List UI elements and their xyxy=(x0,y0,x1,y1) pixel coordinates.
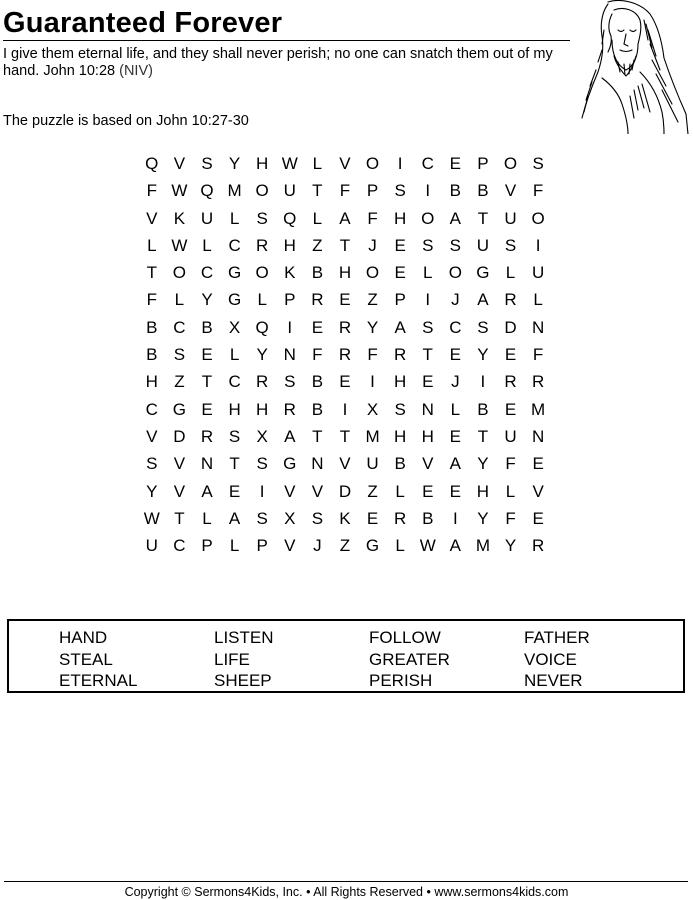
grid-letter: S xyxy=(284,372,296,392)
grid-letter: G xyxy=(476,263,490,283)
grid-letter: K xyxy=(339,508,351,528)
grid-letter: R xyxy=(200,426,214,446)
grid-letter: A xyxy=(228,508,241,528)
grid-letter: F xyxy=(339,181,351,201)
grid-letter: U xyxy=(366,454,379,474)
copyright-footer: Copyright © Sermons4Kids, Inc. • All Rights Reserved • www.sermons4kids.com xyxy=(124,885,569,899)
grid-letter: H xyxy=(338,263,352,283)
grid-letter: L xyxy=(533,290,543,310)
grid-letter: E xyxy=(449,154,461,173)
grid-letter: L xyxy=(450,399,461,419)
grid-letter: Y xyxy=(504,536,517,556)
grid-letter: T xyxy=(339,235,351,255)
grid-row xyxy=(138,450,552,477)
grid-letter: Y xyxy=(366,317,379,337)
grid-letter: W xyxy=(419,536,436,556)
grid-letter: R xyxy=(256,372,269,392)
grid-letter: V xyxy=(339,154,351,173)
grid-letter: H xyxy=(394,426,407,446)
grid-letter: G xyxy=(227,290,242,310)
grid-letter: X xyxy=(256,426,268,446)
verse-version: (NIV) xyxy=(119,63,153,79)
grid-row xyxy=(138,205,552,232)
grid-letter: R xyxy=(394,508,407,528)
grid-letter: L xyxy=(423,263,433,283)
grid-letter: O xyxy=(255,181,269,201)
grid-letter: I xyxy=(370,372,375,392)
grid-letter: L xyxy=(505,481,516,501)
grid-letter: A xyxy=(449,454,461,474)
word-list-item: FATHER xyxy=(524,628,590,647)
grid-letter: B xyxy=(146,317,158,337)
grid-letter: Q xyxy=(145,154,159,173)
grid-letter: V xyxy=(422,454,434,474)
grid-letter: Y xyxy=(228,154,241,173)
grid-letter: R xyxy=(311,290,324,310)
grid-letter: I xyxy=(480,372,486,392)
grid-letter: O xyxy=(421,208,435,228)
grid-letter: Y xyxy=(256,345,268,365)
word-list-item: PERISH xyxy=(369,671,433,690)
grid-letter: V xyxy=(311,481,324,501)
word-list-item: GREATER xyxy=(369,649,450,669)
grid-letter: U xyxy=(476,235,490,255)
grid-letter: W xyxy=(171,235,188,255)
grid-letter: V xyxy=(284,536,296,556)
grid-letter: X xyxy=(284,508,296,528)
grid-letter: V xyxy=(339,454,351,474)
grid-letter: R xyxy=(394,345,407,365)
grid-letter: L xyxy=(229,345,240,365)
grid-letter: R xyxy=(504,372,517,392)
word-list-item: HAND xyxy=(59,628,108,647)
word-list-item: FOLLOW xyxy=(369,628,441,647)
grid-letter: A xyxy=(201,481,213,501)
word-list-item: NEVER xyxy=(524,671,583,690)
grid-row xyxy=(138,232,552,259)
word-list-item: LIFE xyxy=(214,649,250,669)
grid-letter: T xyxy=(146,263,157,283)
grid-letter: Y xyxy=(477,345,489,365)
grid-letter: Y xyxy=(477,454,489,474)
grid-letter: T xyxy=(229,454,240,474)
verse-text: I give them eternal life, and they shall never perish; no one can snatch them out of my hand. John 10:28 xyxy=(3,46,553,79)
grid-row xyxy=(138,259,552,286)
grid-letter: E xyxy=(339,372,351,392)
grid-letter: T xyxy=(312,181,323,201)
grid-letter: Z xyxy=(339,536,351,556)
grid-letter: O xyxy=(365,263,380,283)
grid-letter: P xyxy=(394,290,406,310)
grid-letter: U xyxy=(145,536,158,556)
grid-letter: S xyxy=(201,154,213,173)
grid-letter: N xyxy=(311,454,324,474)
grid-letter: S xyxy=(394,399,406,419)
word-search-grid xyxy=(138,150,552,559)
grid-letter: O xyxy=(531,208,545,228)
grid-letter: N xyxy=(283,345,296,365)
grid-letter: Z xyxy=(367,290,378,310)
grid-letter: J xyxy=(313,536,322,556)
grid-letter: F xyxy=(367,345,378,365)
grid-letter: Q xyxy=(200,181,214,201)
grid-letter: E xyxy=(394,235,406,255)
grid-letter: H xyxy=(228,399,241,419)
grid-row xyxy=(138,532,552,559)
grid-letter: O xyxy=(255,263,269,283)
grid-letter: V xyxy=(146,426,158,446)
grid-letter: E xyxy=(449,426,461,446)
grid-letter: R xyxy=(338,345,352,365)
grid-letter: H xyxy=(394,208,407,228)
grid-letter: E xyxy=(228,481,241,501)
word-list xyxy=(59,627,679,692)
grid-letter: G xyxy=(365,536,380,556)
word-list-item: ETERNAL xyxy=(59,671,138,690)
grid-letter: V xyxy=(504,181,517,201)
grid-row xyxy=(138,505,552,532)
puzzle-basis: The puzzle is based on John 10:27-30 xyxy=(3,113,249,129)
grid-letter: N xyxy=(531,426,545,446)
grid-letter: B xyxy=(311,399,324,419)
grid-letter: S xyxy=(173,345,186,365)
grid-letter: S xyxy=(146,454,158,474)
grid-letter: L xyxy=(174,290,185,310)
grid-letter: T xyxy=(477,208,489,228)
grid-letter: E xyxy=(532,454,544,474)
grid-letter: N xyxy=(200,454,214,474)
grid-letter: P xyxy=(366,181,379,201)
grid-letter: C xyxy=(449,317,462,337)
grid-letter: C xyxy=(421,154,434,173)
grid-letter: L xyxy=(312,208,323,228)
grid-letter: A xyxy=(394,317,406,337)
grid-letter: W xyxy=(143,508,160,528)
grid-letter: O xyxy=(503,154,518,173)
grid-letter: V xyxy=(173,154,186,173)
grid-letter: R xyxy=(531,536,545,556)
grid-letter: E xyxy=(422,481,434,501)
grid-letter: T xyxy=(339,426,351,446)
grid-row xyxy=(138,423,552,450)
grid-letter: U xyxy=(504,426,517,446)
page-title: Guaranteed Forever xyxy=(3,7,283,39)
grid-letter: L xyxy=(229,536,240,556)
grid-row xyxy=(138,286,552,313)
grid-letter: B xyxy=(422,508,434,528)
grid-letter: S xyxy=(422,317,434,337)
grid-letter: L xyxy=(395,481,405,501)
grid-letter: R xyxy=(531,372,545,392)
grid-row xyxy=(138,150,552,177)
grid-letter: S xyxy=(256,508,268,528)
grid-row xyxy=(138,314,552,341)
grid-letter: S xyxy=(228,426,241,446)
grid-letter: V xyxy=(146,208,158,228)
grid-letter: J xyxy=(451,372,460,392)
grid-letter: E xyxy=(201,399,213,419)
grid-letter: M xyxy=(227,181,242,201)
grid-letter: H xyxy=(256,154,269,173)
grid-letter: P xyxy=(201,536,213,556)
grid-letter: S xyxy=(449,235,461,255)
grid-letter: F xyxy=(146,181,157,201)
grid-letter: P xyxy=(256,536,268,556)
grid-letter: B xyxy=(477,181,489,201)
grid-letter: C xyxy=(145,399,158,419)
footer-divider xyxy=(4,881,688,882)
grid-letter: E xyxy=(201,345,213,365)
grid-letter: V xyxy=(173,481,186,501)
grid-letter: J xyxy=(451,290,460,310)
grid-letter: D xyxy=(338,481,352,501)
grid-row xyxy=(138,368,552,395)
grid-letter: A xyxy=(339,208,351,228)
grid-letter: L xyxy=(202,235,212,255)
grid-letter: B xyxy=(311,263,324,283)
grid-letter: H xyxy=(421,426,434,446)
grid-letter: L xyxy=(147,235,157,255)
jesus-portrait-icon xyxy=(578,0,690,134)
grid-letter: X xyxy=(366,399,379,419)
grid-letter: O xyxy=(365,154,380,173)
grid-letter: D xyxy=(504,317,517,337)
grid-letter: C xyxy=(200,263,214,283)
grid-letter: C xyxy=(228,235,241,255)
grid-letter: N xyxy=(531,317,545,337)
grid-letter: I xyxy=(397,154,403,173)
grid-letter: F xyxy=(505,508,516,528)
grid-letter: A xyxy=(284,426,296,446)
grid-letter: P xyxy=(284,290,296,310)
word-list-box xyxy=(7,619,685,693)
grid-letter: M xyxy=(475,536,490,556)
grid-letter: R xyxy=(283,399,296,419)
grid-letter: C xyxy=(173,536,186,556)
grid-letter: E xyxy=(449,345,461,365)
grid-letter: T xyxy=(312,426,323,446)
grid-letter: M xyxy=(365,426,380,446)
grid-letter: T xyxy=(477,426,489,446)
grid-letter: L xyxy=(202,508,212,528)
title-divider xyxy=(3,40,570,41)
grid-letter: B xyxy=(449,181,461,201)
grid-letter: A xyxy=(449,208,461,228)
grid-letter: L xyxy=(312,154,323,173)
grid-letter: T xyxy=(201,372,213,392)
grid-letter: B xyxy=(394,454,406,474)
word-list-item: VOICE xyxy=(524,649,577,669)
grid-letter: S xyxy=(422,235,434,255)
grid-letter: O xyxy=(172,263,186,283)
grid-letter: W xyxy=(281,154,298,173)
grid-letter: F xyxy=(532,181,544,201)
grid-letter: A xyxy=(449,536,461,556)
grid-letter: V xyxy=(532,481,544,501)
grid-letter: G xyxy=(227,263,242,283)
grid-letter: U xyxy=(504,208,517,228)
grid-letter: U xyxy=(283,181,296,201)
grid-letter: Z xyxy=(174,372,185,392)
grid-letter: I xyxy=(425,290,431,310)
grid-letter: S xyxy=(394,181,406,201)
grid-letter: V xyxy=(284,481,296,501)
grid-letter: S xyxy=(532,154,544,173)
grid-letter: T xyxy=(422,345,433,365)
grid-letter: E xyxy=(394,263,406,283)
grid-letter: P xyxy=(477,154,489,173)
grid-letter: E xyxy=(422,372,434,392)
grid-letter: I xyxy=(452,508,458,528)
word-list-item: LISTEN xyxy=(214,628,274,647)
grid-row xyxy=(138,341,552,368)
grid-letter: N xyxy=(421,399,434,419)
grid-letter: R xyxy=(504,290,517,310)
word-list-item: SHEEP xyxy=(214,671,272,690)
word-list-item: STEAL xyxy=(59,649,113,669)
grid-letter: Q xyxy=(283,208,297,228)
grid-letter: G xyxy=(172,399,186,419)
grid-letter: E xyxy=(366,508,379,528)
grid-letter: K xyxy=(284,263,296,283)
grid-letter: B xyxy=(311,372,324,392)
grid-letter: D xyxy=(173,426,186,446)
grid-letter: S xyxy=(256,208,268,228)
grid-letter: L xyxy=(257,290,267,310)
scripture-verse xyxy=(3,46,569,80)
grid-letter: V xyxy=(173,454,186,474)
grid-letter: E xyxy=(532,508,544,528)
grid-letter: E xyxy=(311,317,324,337)
grid-letter: F xyxy=(146,290,157,310)
grid-letter: F xyxy=(532,345,544,365)
grid-row xyxy=(138,396,552,423)
grid-letter: I xyxy=(342,399,348,419)
grid-letter: W xyxy=(171,181,188,201)
grid-letter: Z xyxy=(367,481,378,501)
grid-letter: I xyxy=(535,235,541,255)
grid-letter: H xyxy=(256,399,269,419)
grid-letter: Q xyxy=(255,317,269,337)
grid-letter: I xyxy=(425,181,431,201)
grid-letter: F xyxy=(367,208,378,228)
grid-letter: M xyxy=(531,399,546,419)
grid-letter: K xyxy=(173,208,186,228)
grid-letter: X xyxy=(228,317,241,337)
grid-letter: U xyxy=(200,208,214,228)
grid-row xyxy=(138,177,552,204)
grid-letter: I xyxy=(259,481,265,501)
grid-letter: B xyxy=(477,399,489,419)
grid-letter: B xyxy=(201,317,213,337)
grid-letter: S xyxy=(477,317,489,337)
grid-letter: S xyxy=(256,454,268,474)
grid-letter: F xyxy=(312,345,323,365)
grid-letter: Y xyxy=(201,290,213,310)
grid-letter: G xyxy=(283,454,297,474)
grid-letter: L xyxy=(395,536,405,556)
grid-row xyxy=(138,478,552,505)
grid-letter: H xyxy=(394,372,407,392)
grid-letter: S xyxy=(504,235,517,255)
grid-letter: Y xyxy=(146,481,158,501)
grid-letter: U xyxy=(531,263,545,283)
grid-letter: Y xyxy=(477,508,489,528)
grid-letter: C xyxy=(228,372,241,392)
grid-letter: C xyxy=(173,317,186,337)
grid-letter: F xyxy=(505,454,516,474)
grid-letter: L xyxy=(229,208,240,228)
grid-letter: E xyxy=(339,290,351,310)
grid-letter: E xyxy=(504,399,517,419)
grid-letter: T xyxy=(174,508,185,528)
grid-letter: O xyxy=(448,263,462,283)
grid-letter: A xyxy=(477,290,489,310)
grid-letter: S xyxy=(311,508,324,528)
grid-letter: H xyxy=(283,235,296,255)
grid-letter: L xyxy=(505,263,516,283)
grid-letter: Z xyxy=(312,235,323,255)
grid-letter: R xyxy=(338,317,352,337)
grid-letter: I xyxy=(287,317,293,337)
grid-letter: B xyxy=(146,345,158,365)
grid-letter: E xyxy=(449,481,461,501)
grid-letter: J xyxy=(368,235,377,255)
grid-letter: R xyxy=(256,235,269,255)
grid-letter: E xyxy=(504,345,517,365)
grid-letter: H xyxy=(145,372,158,392)
grid-letter: H xyxy=(476,481,490,501)
